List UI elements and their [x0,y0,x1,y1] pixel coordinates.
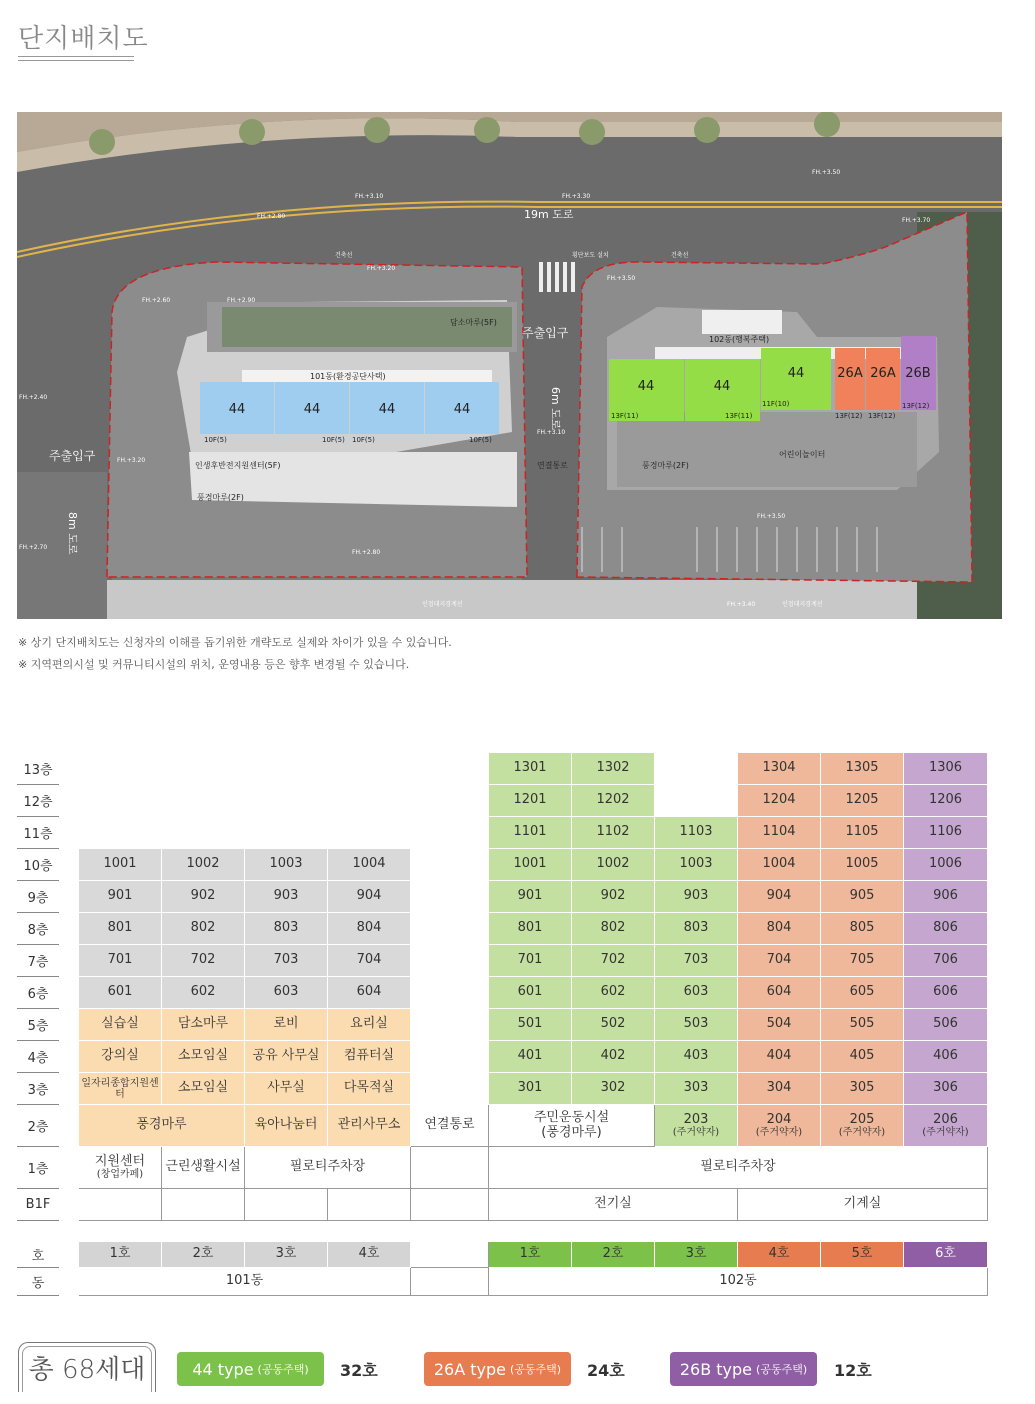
svg-text:44: 44 [378,402,396,417]
unit-cell: 1003 [655,849,738,881]
svg-text:FH.+2.80: FH.+2.80 [257,213,286,220]
unit-cell: 901 [489,881,572,913]
facility-cell: 다목적실 [328,1073,411,1105]
unit-cell: 1202 [572,785,655,817]
unit-cell: 903 [655,881,738,913]
unit-cell: 203 (주거약자) [655,1105,738,1147]
svg-text:FH.+3.20: FH.+3.20 [367,265,396,272]
unit-cell: 801 [79,913,162,945]
svg-text:FH.+2.80: FH.+2.80 [352,549,381,556]
unit-cell: 204 (주거약자) [738,1105,821,1147]
unit-cell: 706 [904,945,988,977]
unit-cell: 406 [904,1041,988,1073]
unit-cell: 1004 [328,849,411,881]
svg-text:44: 44 [453,402,471,417]
unit-cell: 905 [821,881,904,913]
unit-cell: 1103 [655,817,738,849]
svg-text:FH.+2.90: FH.+2.90 [227,297,256,304]
facility-cell: 컴퓨터실 [328,1041,411,1073]
total-households: 총 68세대 [18,1342,156,1392]
bldg101-label: 101동(환경공단사택) [310,372,386,381]
floor-label: 2층 [17,1105,59,1147]
unit-cell: 1001 [489,849,572,881]
unit-cell: 301 [489,1073,572,1105]
bldg102-label: 102동(행복주택) [709,335,770,344]
facility-cell: 주민운동시설 (풍경마루) [489,1105,655,1147]
unit-cell: 703 [655,945,738,977]
unit-cell: 704 [738,945,821,977]
ho-cell: 2호 [162,1242,245,1268]
floor-label: 13층 [17,753,59,785]
unit-cell: 1104 [738,817,821,849]
unit-cell: 401 [489,1041,572,1073]
plan-label: 건축선 [671,252,689,259]
unit-cell: 802 [572,913,655,945]
unit-cell: 603 [655,977,738,1009]
ho-cell: 4호 [738,1242,821,1268]
svg-text:44: 44 [637,379,655,394]
floor-label: 4층 [17,1041,59,1073]
svg-text:FH.+2.40: FH.+2.40 [19,394,48,401]
unit-cell: 1001 [79,849,162,881]
facility-cell: 풍경마루 [79,1105,245,1147]
unit-cell: 402 [572,1041,655,1073]
svg-text:44: 44 [228,402,246,417]
unit-cell: 804 [328,913,411,945]
facility-cell: 관리사무소 [328,1105,411,1147]
svg-text:10F(5): 10F(5) [469,436,492,444]
unit-cell: 903 [245,881,328,913]
facility-cell: 육아나눔터 [245,1105,328,1147]
unit-cell: 1003 [245,849,328,881]
floor-label: 8층 [17,913,59,945]
svg-text:44: 44 [303,402,321,417]
svg-text:13F(11): 13F(11) [725,412,753,420]
unit-cell: 1304 [738,753,821,785]
facility-cell: 소모임실 [162,1073,245,1105]
svg-text:26B: 26B [905,366,931,381]
unit-cell: 603 [245,977,328,1009]
floor-label: 5층 [17,1009,59,1041]
svg-text:10F(5): 10F(5) [204,436,227,444]
facility-cell: 일자리종합지원센터 [79,1073,162,1105]
facility-cell: 전기실 [489,1189,738,1221]
floor-label: 9층 [17,881,59,913]
svg-text:FH.+3.70: FH.+3.70 [902,217,931,224]
link-cell: 연결통로 [411,1105,489,1147]
svg-text:FH.+2.70: FH.+2.70 [19,544,48,551]
facility-cell: 필로티주차장 [245,1147,411,1189]
title-underline [18,56,134,57]
plan-label: 건축선 [335,252,353,259]
svg-text:FH.+3.50: FH.+3.50 [757,513,786,520]
dong-cell: 102동 [489,1268,988,1296]
unit-cell: 1201 [489,785,572,817]
facility-cell: 기계실 [738,1189,988,1221]
unit-cell: 1301 [489,753,572,785]
unit-cell: 304 [738,1073,821,1105]
facility-cell: 지원센터 (창업카페) [79,1147,162,1189]
plan-label: 연결통로 [537,461,568,470]
unit-cell: 604 [738,977,821,1009]
unit-cell: 405 [821,1041,904,1073]
unit-cell: 1101 [489,817,572,849]
unit-cell: 1102 [572,817,655,849]
unit-cell: 502 [572,1009,655,1041]
unit-cell: 302 [572,1073,655,1105]
notes [18,632,452,676]
unit-cell: 805 [821,913,904,945]
floor-label: 11층 [17,817,59,849]
svg-text:26A: 26A [870,366,896,381]
plan-label: 인접대지경계선 [422,601,463,608]
unit-cell: 1205 [821,785,904,817]
unit-cell: 605 [821,977,904,1009]
count-26b-type: 12호 [834,1361,872,1380]
unit-cell: 902 [162,881,245,913]
count-26a-type: 24호 [587,1361,625,1380]
unit-cell: 505 [821,1009,904,1041]
unit-cell: 504 [738,1009,821,1041]
facility-cell: 소모임실 [162,1041,245,1073]
svg-text:13F(12): 13F(12) [902,402,930,410]
unit-cell: 901 [79,881,162,913]
empty-cell [162,1189,245,1221]
unit-cell: 904 [328,881,411,913]
unit-cell: 702 [572,945,655,977]
page-title: 단지배치도 [18,24,149,54]
unit-cell: 1302 [572,753,655,785]
empty-cell [411,1268,489,1296]
unit-cell: 303 [655,1073,738,1105]
ho-cell: 3호 [655,1242,738,1268]
plan-label: 풍경마루(2F) [642,461,689,470]
dong-cell: 101동 [79,1268,411,1296]
dong-label: 동 [17,1268,59,1296]
svg-text:FH.+3.20: FH.+3.20 [117,457,146,464]
ho-cell: 1호 [489,1242,572,1268]
floor-label: 10층 [17,849,59,881]
unit-cell: 801 [489,913,572,945]
svg-text:13F(12): 13F(12) [868,412,896,420]
entrance-mid-label: 주출입구 [522,326,569,340]
svg-text:13F(11): 13F(11) [611,412,639,420]
empty-cell [411,1189,489,1221]
floor-label: 12층 [17,785,59,817]
ho-cell: 1호 [79,1242,162,1268]
floor-label: B1F [17,1189,59,1221]
svg-text:FH.+3.30: FH.+3.30 [562,193,591,200]
facility-cell: 요리실 [328,1009,411,1041]
svg-text:13F(12): 13F(12) [835,412,863,420]
unit-cell: 701 [489,945,572,977]
unit-cell: 501 [489,1009,572,1041]
unit-cell: 705 [821,945,904,977]
unit-cell: 1004 [738,849,821,881]
entrance-left-label: 주출입구 [49,449,96,463]
facility-cell: 로비 [245,1009,328,1041]
svg-text:FH.+2.60: FH.+2.60 [142,297,171,304]
unit-cell: 206 (주거약자) [904,1105,988,1147]
unit-cell: 703 [245,945,328,977]
unit-cell: 601 [79,977,162,1009]
count-44-type: 32호 [340,1361,378,1380]
unit-cell: 701 [79,945,162,977]
note-line: ※ 상기 단지배치도는 신청자의 이해를 돕기위한 개략도로 실제와 차이가 있을 수 있습니다. [18,636,452,649]
unit-cell: 506 [904,1009,988,1041]
unit-cell: 602 [162,977,245,1009]
unit-cell: 1305 [821,753,904,785]
facility-cell: 공유 사무실 [245,1041,328,1073]
ho-cell: 6호 [904,1242,988,1268]
empty-cell [411,1147,489,1189]
facility-cell: 강의실 [79,1041,162,1073]
floor-label: 1층 [17,1147,59,1189]
plan-label: 담소마루(5F) [450,318,497,327]
ho-label: 호 [17,1242,59,1268]
facility-cell: 사무실 [245,1073,328,1105]
unit-cell: 803 [655,913,738,945]
unit-cell: 1204 [738,785,821,817]
facility-cell: 필로티주차장 [489,1147,988,1189]
unit-cell: 403 [655,1041,738,1073]
unit-cell: 604 [328,977,411,1009]
legend-44-type: 44 type (공동주택) [177,1352,324,1386]
unit-cell: 803 [245,913,328,945]
ho-cell: 3호 [245,1242,328,1268]
unit-cell: 1206 [904,785,988,817]
ho-cell: 5호 [821,1242,904,1268]
plan-label: 횡단보도 설치 [572,252,609,259]
svg-text:FH.+3.10: FH.+3.10 [537,429,566,436]
site-plan-map [17,112,1002,619]
unit-cell: 404 [738,1041,821,1073]
empty-cell [79,1189,162,1221]
legend-26a-type: 26A type (공동주택) [424,1352,571,1386]
legend-26b-type: 26B type (공동주택) [670,1352,817,1386]
plan-label: 어린이놀이터 [779,450,826,459]
unit-cell: 904 [738,881,821,913]
svg-text:44: 44 [713,379,731,394]
road-19m-label: 19m 도로 [524,208,574,221]
unit-cell: 1006 [904,849,988,881]
plan-label: 풍경마루(2F) [197,493,244,502]
svg-text:26A: 26A [837,366,863,381]
unit-cell: 802 [162,913,245,945]
unit-cell: 702 [162,945,245,977]
plan-label: 인접대지경계선 [782,601,823,608]
unit-cell: 1105 [821,817,904,849]
unit-cell: 902 [572,881,655,913]
svg-text:10F(5): 10F(5) [322,436,345,444]
unit-cell: 306 [904,1073,988,1105]
svg-text:FH.+3.40: FH.+3.40 [727,601,756,608]
plan-label: 인생후반전지원센터(5F) [195,461,281,470]
unit-cell: 1005 [821,849,904,881]
svg-text:FH.+3.50: FH.+3.50 [812,169,841,176]
unit-cell: 1106 [904,817,988,849]
total-box-inner-border [22,1346,152,1392]
road-6m-label: 6m 도로 [549,387,562,430]
floor-label: 6층 [17,977,59,1009]
unit-cell: 503 [655,1009,738,1041]
unit-cell: 205 (주거약자) [821,1105,904,1147]
facility-cell: 실습실 [79,1009,162,1041]
ho-cell: 4호 [328,1242,411,1268]
svg-text:11F(10): 11F(10) [762,400,790,408]
note-line: ※ 지역편의시설 및 커뮤니티시설의 위치, 운영내용 등은 향후 변경될 수 있습니다. [18,658,410,671]
unit-cell: 804 [738,913,821,945]
ho-cell: 2호 [572,1242,655,1268]
floor-label: 3층 [17,1073,59,1105]
unit-cell: 1002 [162,849,245,881]
empty-cell [411,1242,489,1268]
svg-text:10F(5): 10F(5) [352,436,375,444]
facility-cell: 근린생활시설 [162,1147,245,1189]
title-underline [18,60,134,61]
unit-cell: 1306 [904,753,988,785]
unit-cell: 906 [904,881,988,913]
unit-cell: 602 [572,977,655,1009]
unit-cell: 305 [821,1073,904,1105]
empty-cell [245,1189,328,1221]
unit-cell: 704 [328,945,411,977]
svg-text:44: 44 [787,366,805,381]
unit-cell: 1002 [572,849,655,881]
floor-label: 7층 [17,945,59,977]
svg-text:FH.+3.10: FH.+3.10 [355,193,384,200]
unit-cell: 601 [489,977,572,1009]
road-8m-label: 8m 도로 [66,512,79,555]
facility-cell: 담소마루 [162,1009,245,1041]
unit-cell: 606 [904,977,988,1009]
empty-cell [328,1189,411,1221]
unit-cell: 806 [904,913,988,945]
svg-text:FH.+3.50: FH.+3.50 [607,275,636,282]
